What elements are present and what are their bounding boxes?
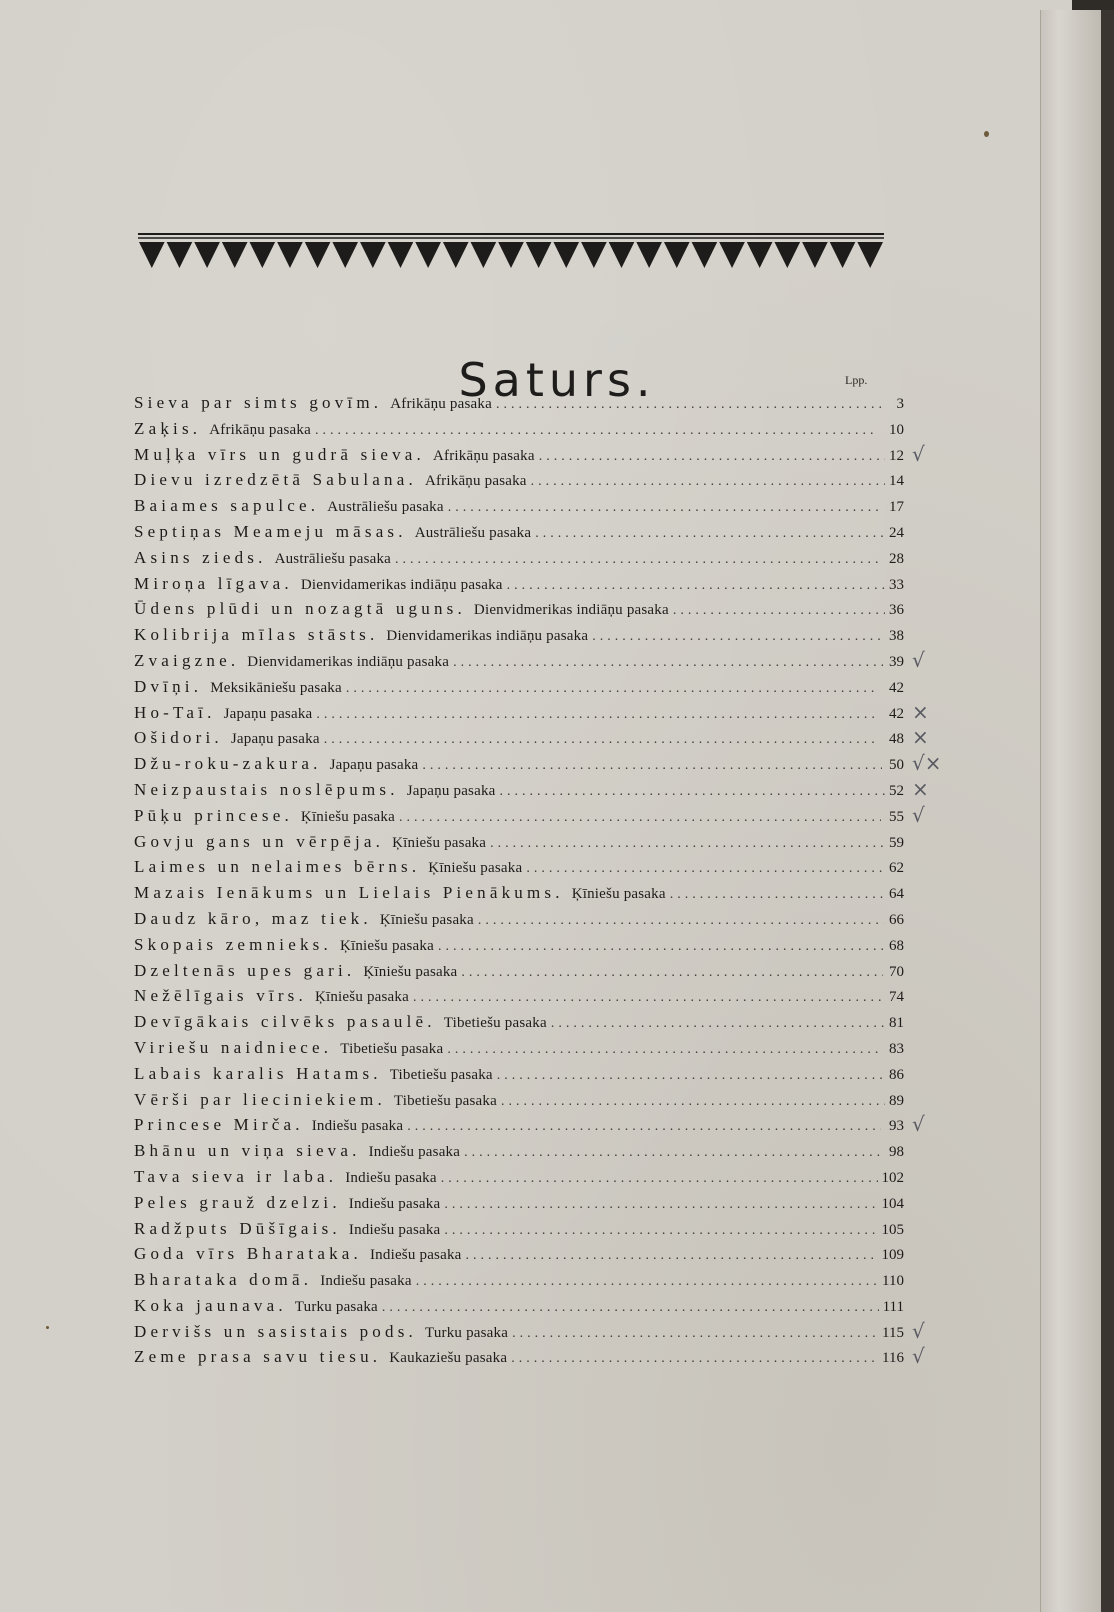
story-title: Vērši par lieciniekiem. — [134, 1089, 386, 1109]
dot-leader — [592, 624, 885, 650]
story-title: Tava sieva ir laba. — [134, 1166, 338, 1186]
ornament-triangle — [498, 242, 524, 268]
story-origin: Afrikāņu pasaka — [432, 447, 535, 464]
ornament-triangle — [664, 242, 690, 268]
story-title: Bharataka domā. — [134, 1270, 313, 1290]
ornament-triangle — [526, 242, 552, 268]
page-number: 42 — [889, 679, 904, 696]
page-number: 50 — [889, 757, 904, 774]
dot-leader — [551, 1011, 885, 1037]
dot-leader — [539, 444, 885, 470]
pencil-check-mark: × — [912, 699, 929, 724]
dot-leader — [346, 676, 879, 702]
toc-entry — [134, 776, 929, 803]
story-title: Zeme prasa savu tiesu. — [134, 1347, 382, 1367]
page-number: 28 — [889, 550, 904, 567]
page-number: 17 — [889, 499, 904, 516]
dot-leader — [466, 1243, 878, 1269]
pencil-check-mark: × — [912, 725, 929, 750]
story-title: Dervišs un sasistais pods. — [134, 1321, 417, 1341]
story-origin: Ķīniešu pasaka — [363, 963, 458, 980]
ornament-triangle — [332, 242, 358, 268]
dot-leader — [448, 495, 883, 521]
story-title: Bhānu un viņa sieva. — [134, 1141, 361, 1161]
ornament-triangle — [636, 242, 662, 268]
story-origin: Tibetiešu pasaka — [340, 1040, 444, 1057]
toc-entry — [134, 674, 904, 700]
story-title: Sieva par simts govīm. — [134, 393, 383, 412]
dot-leader — [478, 908, 884, 934]
story-origin: Ķīniešu pasaka — [379, 911, 474, 928]
toc-entry — [134, 1216, 904, 1242]
story-origin: Tibetiešu pasaka — [393, 1092, 497, 1109]
story-title: Zaķis. — [134, 418, 202, 438]
story-origin: Japaņu pasaka — [230, 731, 320, 748]
story-title: Goda vīrs Bharataka. — [134, 1244, 362, 1264]
story-origin: Dienvidamerikas indiāņu pasaka — [386, 628, 589, 645]
story-origin: Afrikāņu pasaka — [390, 396, 492, 412]
toc-entry — [134, 699, 929, 726]
toc-entry — [134, 545, 904, 571]
story-origin: Tibetiešu pasaka — [389, 1066, 493, 1083]
ornament-triangle — [139, 242, 165, 268]
ornament-triangle — [471, 242, 497, 268]
story-title: Baiames sapulce. — [134, 496, 320, 516]
story-origin: Indiešu pasaka — [320, 1273, 412, 1290]
page-number: 48 — [889, 731, 904, 748]
ornament-triangle — [222, 242, 248, 268]
story-origin: Ķīniešu pasaka — [314, 989, 409, 1006]
page-number: 93 — [889, 1118, 904, 1135]
page-number: 42 — [889, 705, 904, 722]
toc-entry — [134, 1344, 925, 1370]
story-title: Kolibrija mīlas stāsts. — [134, 625, 379, 645]
story-origin: Ķīniešu pasaka — [428, 860, 523, 877]
story-title: Dvīņi. — [134, 676, 203, 696]
story-title: Devīgākais cilvēks pasaulē. — [134, 1012, 436, 1032]
ornament-triangle — [360, 242, 386, 268]
dot-leader — [453, 650, 883, 676]
dot-leader — [447, 1037, 883, 1063]
dot-leader — [316, 702, 878, 728]
story-title: Princese Mirča. — [134, 1115, 304, 1135]
toc-entry — [134, 596, 904, 622]
toc-entry — [134, 1164, 904, 1190]
toc-entry — [134, 1293, 904, 1319]
dot-leader — [382, 1295, 879, 1321]
story-origin: Indiešu pasaka — [348, 1221, 441, 1238]
toc-entry — [134, 1087, 904, 1113]
page-number: 81 — [889, 1015, 904, 1032]
toc-entry — [134, 958, 904, 984]
page-number: 12 — [889, 447, 904, 464]
story-origin: Ķīniešu pasaka — [571, 886, 666, 903]
story-title: Radžputs Dūšīgais. — [134, 1218, 341, 1238]
story-title: Daudz kāro, maz tiek. — [134, 908, 372, 928]
story-origin: Tibetiešu pasaka — [443, 1015, 547, 1032]
story-title: Dievu izredzētā Sabulana. — [134, 470, 417, 490]
story-origin: Kaukaziešu pasaka — [389, 1350, 508, 1367]
table-of-contents — [134, 390, 942, 1370]
page-number: 110 — [882, 1273, 904, 1290]
story-title: Govju gans un vērpēja. — [134, 831, 385, 851]
pencil-check-mark: √ — [912, 1318, 925, 1343]
dot-leader — [496, 392, 885, 418]
story-origin: Austrāliešu pasaka — [414, 524, 532, 541]
ink-speck — [984, 131, 989, 137]
ornament-triangle — [250, 242, 276, 268]
story-origin: Meksikāniešu pasaka — [210, 679, 342, 696]
ornament-triangle — [443, 242, 469, 268]
story-title: Septiņas Meameju māsas. — [134, 521, 407, 541]
dot-leader — [438, 934, 883, 960]
dot-leader — [490, 831, 884, 857]
ornament-triangle — [388, 242, 414, 268]
story-origin: Indiešu pasaka — [348, 1195, 441, 1212]
pencil-check-mark: √ — [912, 1344, 925, 1369]
toc-entry — [134, 880, 904, 906]
story-title: Peles grauž dzelzi. — [134, 1192, 341, 1212]
story-origin: Indiešu pasaka — [311, 1118, 404, 1135]
ornament-triangle — [277, 242, 303, 268]
dot-leader — [673, 598, 885, 624]
ornament-triangle — [194, 242, 220, 268]
dot-leader — [464, 1140, 883, 1166]
story-origin: Ķīniešu pasaka — [392, 834, 487, 851]
page-number: 39 — [889, 653, 904, 670]
toc-entry — [134, 751, 942, 777]
page-number: 24 — [889, 524, 904, 541]
story-origin: Dienvidamerikas indiāņu pasaka — [247, 653, 450, 670]
dot-leader — [422, 753, 882, 779]
ornament-triangle — [305, 242, 331, 268]
story-origin: Japaņu pasaka — [406, 782, 496, 799]
story-title: Ho-Taī. — [134, 702, 216, 722]
dot-leader — [413, 985, 882, 1011]
ink-speck — [46, 1326, 49, 1329]
toc-entry — [134, 932, 904, 958]
toc-entry — [134, 467, 904, 493]
dot-leader — [512, 1321, 878, 1347]
toc-entry — [134, 1318, 925, 1345]
page-number: 89 — [889, 1092, 904, 1109]
toc-entry — [134, 854, 904, 880]
story-title: Neizpaustais noslēpums. — [134, 779, 399, 799]
page-number: 74 — [889, 989, 904, 1006]
page-number: 115 — [882, 1324, 904, 1341]
dot-leader — [535, 521, 885, 547]
story-title: Labais karalis Hatams. — [134, 1063, 382, 1083]
story-title: Asins zieds. — [134, 547, 267, 567]
page-number: 3 — [896, 396, 904, 412]
pencil-check-mark: × — [912, 776, 929, 801]
story-origin: Japaņu pasaka — [329, 757, 419, 774]
dot-leader — [407, 1114, 881, 1140]
story-origin: Ķīniešu pasaka — [300, 808, 395, 825]
page-number: 62 — [889, 860, 904, 877]
toc-entry — [134, 1190, 904, 1216]
story-origin: Afrikāņu pasaka — [424, 473, 527, 490]
story-origin: Indiešu pasaka — [368, 1144, 461, 1161]
dot-leader — [315, 418, 878, 444]
page-number: 14 — [889, 473, 904, 490]
pencil-check-mark: √ — [912, 1112, 925, 1137]
dot-leader — [501, 1089, 885, 1115]
page-edge-shadow — [1040, 10, 1101, 1612]
dot-leader — [416, 1269, 878, 1295]
dot-leader — [444, 1192, 877, 1218]
toc-entry — [134, 1138, 904, 1164]
toc-entry — [134, 829, 904, 855]
toc-entry — [134, 416, 904, 442]
toc-entry — [134, 622, 904, 648]
pencil-check-mark: √ — [912, 441, 925, 466]
dot-leader — [526, 856, 885, 882]
story-title: Miroņa līgava. — [134, 573, 293, 593]
toc-entry — [134, 725, 929, 751]
pencil-check-mark: √ — [912, 802, 925, 827]
ornament-triangle — [553, 242, 579, 268]
dot-leader — [511, 1346, 878, 1372]
story-title: Dzeltenās upes gari. — [134, 960, 356, 980]
story-title: Laimes un nelaimes bērns. — [134, 857, 421, 877]
page-number: 83 — [889, 1040, 904, 1057]
page-number: 64 — [889, 886, 904, 903]
story-title: Ūdens plūdi un nozagtā uguns. — [134, 599, 466, 619]
story-title: Ošidori. — [134, 728, 223, 748]
dot-leader — [531, 469, 885, 495]
toc-entry — [134, 571, 904, 597]
story-origin: Austrāliešu pasaka — [274, 550, 392, 567]
toc-entry — [134, 1009, 904, 1035]
dot-leader — [395, 547, 881, 573]
page-title: Saturs. — [458, 352, 656, 407]
toc-entry — [134, 1112, 925, 1138]
toc-entry — [134, 647, 925, 674]
dot-leader — [670, 882, 885, 908]
page-number: 102 — [881, 1169, 904, 1186]
dot-leader — [441, 1166, 878, 1192]
story-origin: Dienvidmerikas indiāņu pasaka — [473, 602, 669, 619]
pencil-check-mark: √ — [912, 647, 925, 672]
page-number: 86 — [889, 1066, 904, 1083]
dot-leader — [507, 573, 885, 599]
toc-entry — [134, 983, 904, 1009]
dot-leader — [461, 960, 883, 986]
ornament-triangle — [719, 242, 745, 268]
ornament-triangle — [609, 242, 635, 268]
dot-leader — [324, 727, 879, 753]
story-title: Pūķu princese. — [134, 805, 293, 825]
ornament-triangle — [167, 242, 193, 268]
toc-entry — [134, 1035, 904, 1061]
page-number: 70 — [889, 963, 904, 980]
story-title: Zvaigzne. — [134, 650, 240, 670]
story-title: Mazais Ienākums un Lielais Pienākums. — [134, 883, 564, 903]
toc-entry — [134, 519, 904, 545]
page-number: 68 — [889, 937, 904, 954]
ornament-triangle — [802, 242, 828, 268]
story-title: Nežēlīgais vīrs. — [134, 986, 307, 1006]
triangle-border-ornament — [138, 232, 884, 272]
story-title: Muļķa vīrs un gudrā sieva. — [134, 444, 425, 464]
page-number: 55 — [889, 808, 904, 825]
story-origin: Turku pasaka — [424, 1324, 509, 1341]
page-number: 33 — [889, 576, 904, 593]
ornament-triangle — [774, 242, 800, 268]
page-number: 104 — [881, 1195, 904, 1212]
page-number: 59 — [889, 834, 904, 851]
story-origin: Afrikāņu pasaka — [209, 421, 311, 438]
dot-leader — [399, 805, 881, 831]
dot-leader — [444, 1218, 877, 1244]
toc-entry — [134, 1267, 904, 1293]
story-origin: Turku pasaka — [294, 1298, 378, 1315]
toc-entry — [134, 441, 925, 468]
page-number: 109 — [881, 1247, 904, 1264]
story-origin: Dienvidamerikas indiāņu pasaka — [300, 576, 503, 593]
toc-entry — [134, 906, 904, 932]
toc-entry — [134, 1061, 904, 1087]
story-title: Skopais zemnieks. — [134, 934, 332, 954]
ornament-triangle — [581, 242, 607, 268]
story-origin: Japaņu pasaka — [223, 705, 313, 722]
page-number: 36 — [889, 602, 904, 619]
page-number: 105 — [881, 1221, 904, 1238]
toc-entry — [134, 1241, 904, 1267]
ornament-triangle — [857, 242, 883, 268]
ornament-triangle — [415, 242, 441, 268]
story-origin: Ķīniešu pasaka — [339, 937, 434, 954]
page-number: 10 — [889, 421, 904, 438]
story-title: Viriešu naidniece. — [134, 1037, 333, 1057]
story-origin: Austrāliešu pasaka — [327, 499, 444, 516]
ornament-triangle — [830, 242, 856, 268]
ornament-triangle — [747, 242, 773, 268]
page-number: 98 — [889, 1144, 904, 1161]
story-origin: Indiešu pasaka — [369, 1247, 462, 1264]
story-origin: Indiešu pasaka — [345, 1169, 437, 1186]
pencil-check-mark: √× — [912, 751, 942, 776]
page-number: 66 — [889, 911, 904, 928]
toc-entry — [134, 802, 925, 829]
story-title: Koka jaunava. — [134, 1295, 287, 1315]
ornament-triangle — [692, 242, 718, 268]
page-column-label: Lpp. — [845, 373, 868, 387]
page-number: 52 — [889, 782, 904, 799]
toc-entry — [134, 390, 904, 416]
dot-leader — [497, 1063, 885, 1089]
dot-leader — [500, 779, 885, 805]
page-number: 111 — [882, 1298, 904, 1315]
toc-entry — [134, 493, 904, 519]
page-number: 38 — [889, 628, 904, 645]
story-title: Džu-roku-zakura. — [134, 754, 322, 774]
page-number: 116 — [882, 1350, 904, 1367]
